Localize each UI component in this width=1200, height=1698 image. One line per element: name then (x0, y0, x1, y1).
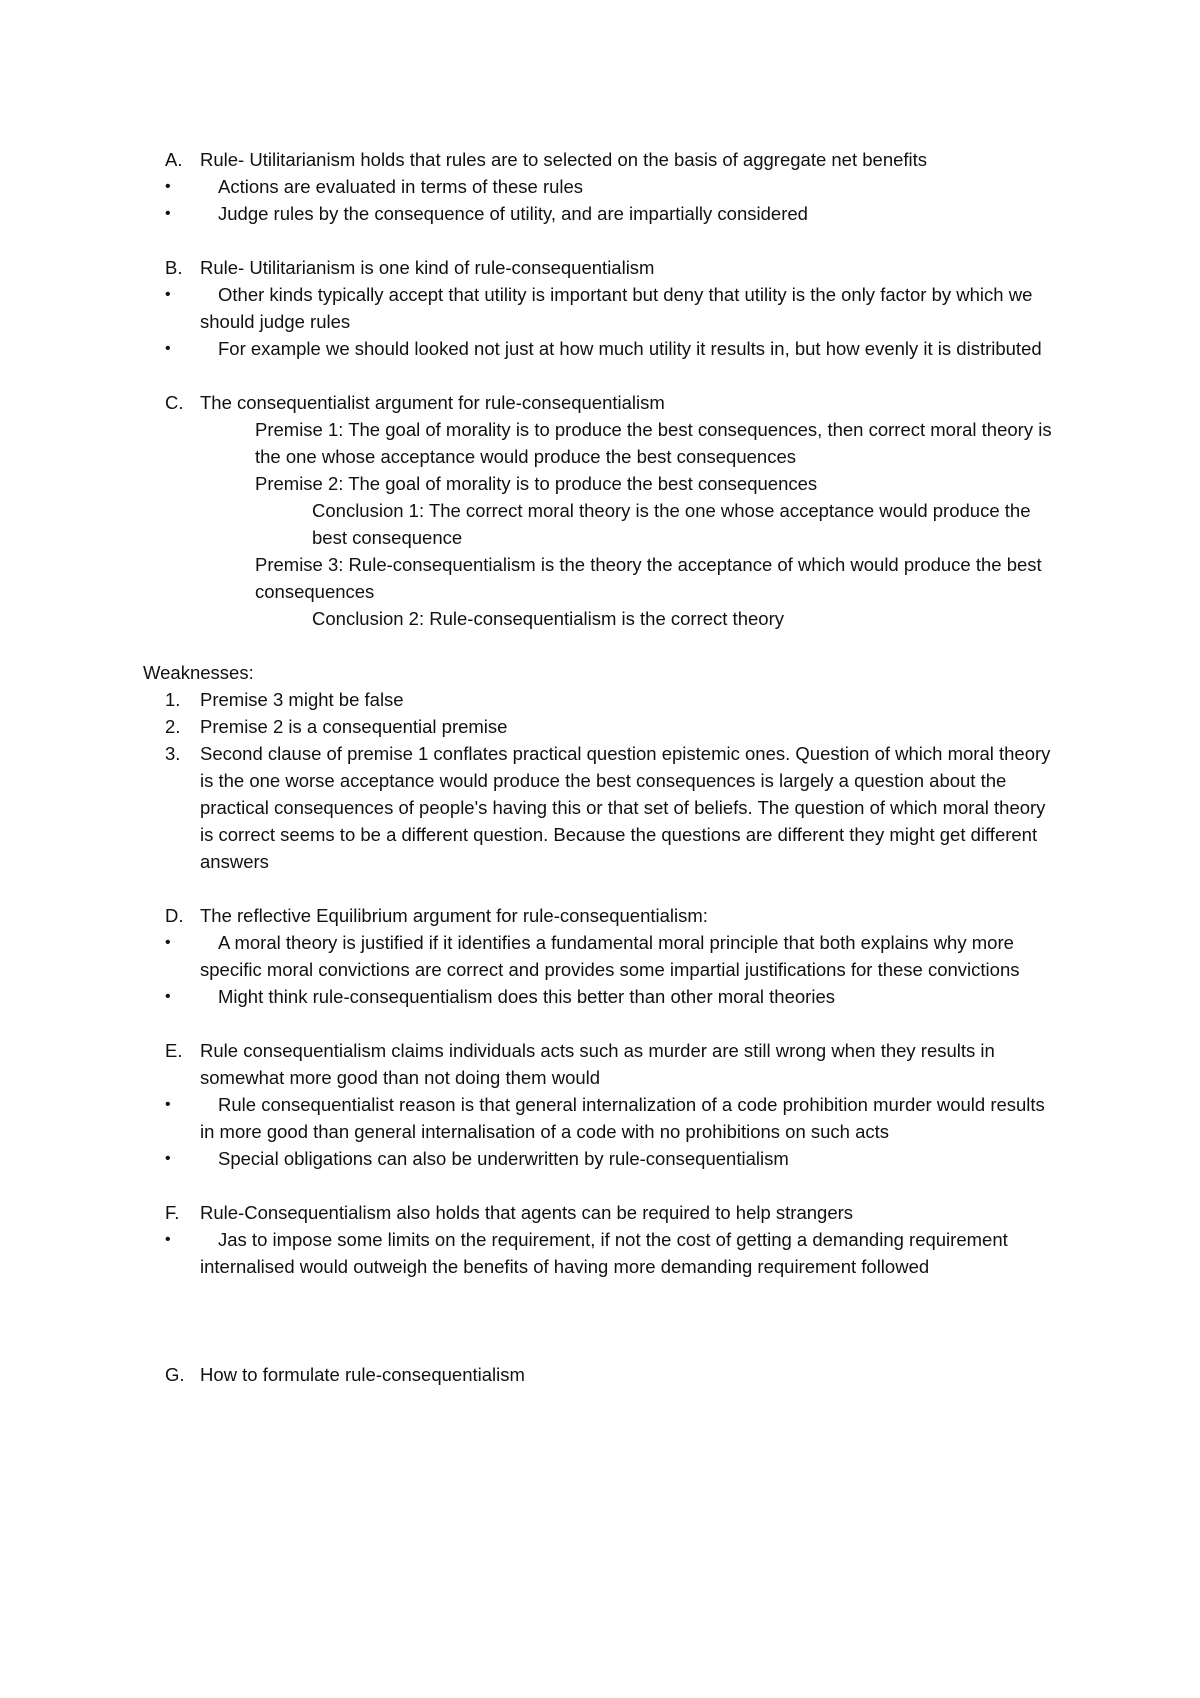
bullet-text: A moral theory is justified if it identifies a fundamental moral principle that both explains why more specific moral convictions are correct and provides some impartial justifications for these convictions (200, 932, 1020, 980)
section-heading (143, 1037, 1063, 1091)
section-heading (143, 902, 1063, 929)
conclusion-1: Conclusion 1: The correct moral theory is the one whose acceptance would produce the best consequence (312, 500, 1031, 548)
bullet-item (143, 173, 1063, 200)
heading-text: Rule- Utilitarianism holds that rules are to selected on the basis of aggregate net benefits (200, 149, 928, 170)
list-marker: 2. (165, 716, 181, 737)
bullet-icon: • (165, 205, 171, 222)
document-body (143, 146, 1063, 1415)
bullet-icon: • (165, 988, 171, 1005)
weaknesses-label: Weaknesses: (143, 662, 254, 683)
list-marker: 3. (165, 743, 181, 764)
bullet-text: Rule consequentialist reason is that general internalization of a code prohibition murder would results in more good than general internalisation of a code with no prohibitions on such acts (200, 1094, 1045, 1142)
section-f (143, 1199, 1063, 1280)
premise-1: Premise 1: The goal of morality is to produce the best consequences, then correct moral theory is the one whose acceptance would produce the best consequences (255, 419, 1052, 467)
item-text: Premise 2 is a consequential premise (200, 716, 508, 737)
bullet-text: Other kinds typically accept that utility is important but deny that utility is the only factor by which we should judge rules (200, 284, 1033, 332)
bullet-text: Might think rule-consequentialism does this better than other moral theories (218, 986, 835, 1007)
list-marker: A. (165, 149, 183, 170)
section-c (143, 389, 1063, 632)
premise-2: Premise 2: The goal of morality is to produce the best consequences (255, 473, 818, 494)
blank-space (143, 1307, 1063, 1361)
section-heading (143, 1199, 1063, 1226)
section-heading (143, 1361, 1063, 1388)
bullet-icon: • (165, 178, 171, 195)
numbered-item (143, 740, 1063, 875)
bullet-item (143, 1226, 1063, 1280)
premise-3: Premise 3: Rule-consequentialism is the theory the acceptance of which would produce the best consequences (255, 554, 1042, 602)
list-marker: 1. (165, 689, 181, 710)
list-marker: G. (165, 1364, 185, 1385)
section-b (143, 254, 1063, 362)
section-heading (143, 254, 1063, 281)
bullet-text: Judge rules by the consequence of utility, and are impartially considered (218, 203, 808, 224)
numbered-item (143, 713, 1063, 740)
heading-text: The consequentialist argument for rule-consequentialism (200, 392, 665, 413)
item-text: Second clause of premise 1 conflates practical question epistemic ones. Question of which moral theory is the one worse acceptance would produce the best consequences is largely a question about the practical consequences of people's having this or that set of beliefs. The question of which moral theory is correct seems to be a different question. Because the questions are different they might get different answers (200, 743, 1051, 872)
section-weaknesses (143, 659, 1063, 875)
bullet-text: For example we should looked not just at how much utility it results in, but how evenly it is distributed (218, 338, 1042, 359)
section-a (143, 146, 1063, 227)
bullet-text: Jas to impose some limits on the requirement, if not the cost of getting a demanding requirement internalised would outweigh the benefits of having more demanding requirement followed (200, 1229, 1008, 1277)
item-text: Premise 3 might be false (200, 689, 404, 710)
bullet-icon: • (165, 286, 171, 303)
bullet-text: Special obligations can also be underwritten by rule-consequentialism (218, 1148, 789, 1169)
bullet-icon: • (165, 340, 171, 357)
section-heading (143, 146, 1063, 173)
heading-text: Rule consequentialism claims individuals acts such as murder are still wrong when they results in somewhat more good than not doing them would (200, 1040, 995, 1088)
list-marker: F. (165, 1202, 180, 1223)
bullet-item (143, 1091, 1063, 1145)
bullet-item (143, 1145, 1063, 1172)
conclusion-2: Conclusion 2: Rule-consequentialism is the correct theory (312, 608, 784, 629)
bullet-icon: • (165, 1231, 171, 1248)
bullet-icon: • (165, 934, 171, 951)
section-d (143, 902, 1063, 1010)
heading-text: How to formulate rule-consequentialism (200, 1364, 525, 1385)
heading-text: Rule-Consequentialism also holds that agents can be required to help strangers (200, 1202, 854, 1223)
list-marker: D. (165, 905, 184, 926)
heading-text: Rule- Utilitarianism is one kind of rule-consequentialism (200, 257, 655, 278)
heading-text: The reflective Equilibrium argument for rule-consequentialism: (200, 905, 708, 926)
list-marker: B. (165, 257, 183, 278)
bullet-icon: • (165, 1096, 171, 1113)
bullet-item (143, 983, 1063, 1010)
numbered-item (143, 686, 1063, 713)
section-g (143, 1361, 1063, 1388)
bullet-item (143, 929, 1063, 983)
section-heading (143, 389, 1063, 416)
bullet-text: Actions are evaluated in terms of these rules (218, 176, 584, 197)
bullet-item (143, 281, 1063, 335)
list-marker: C. (165, 392, 184, 413)
section-e (143, 1037, 1063, 1172)
bullet-item (143, 335, 1063, 362)
list-marker: E. (165, 1040, 183, 1061)
bullet-icon: • (165, 1150, 171, 1167)
bullet-item (143, 200, 1063, 227)
